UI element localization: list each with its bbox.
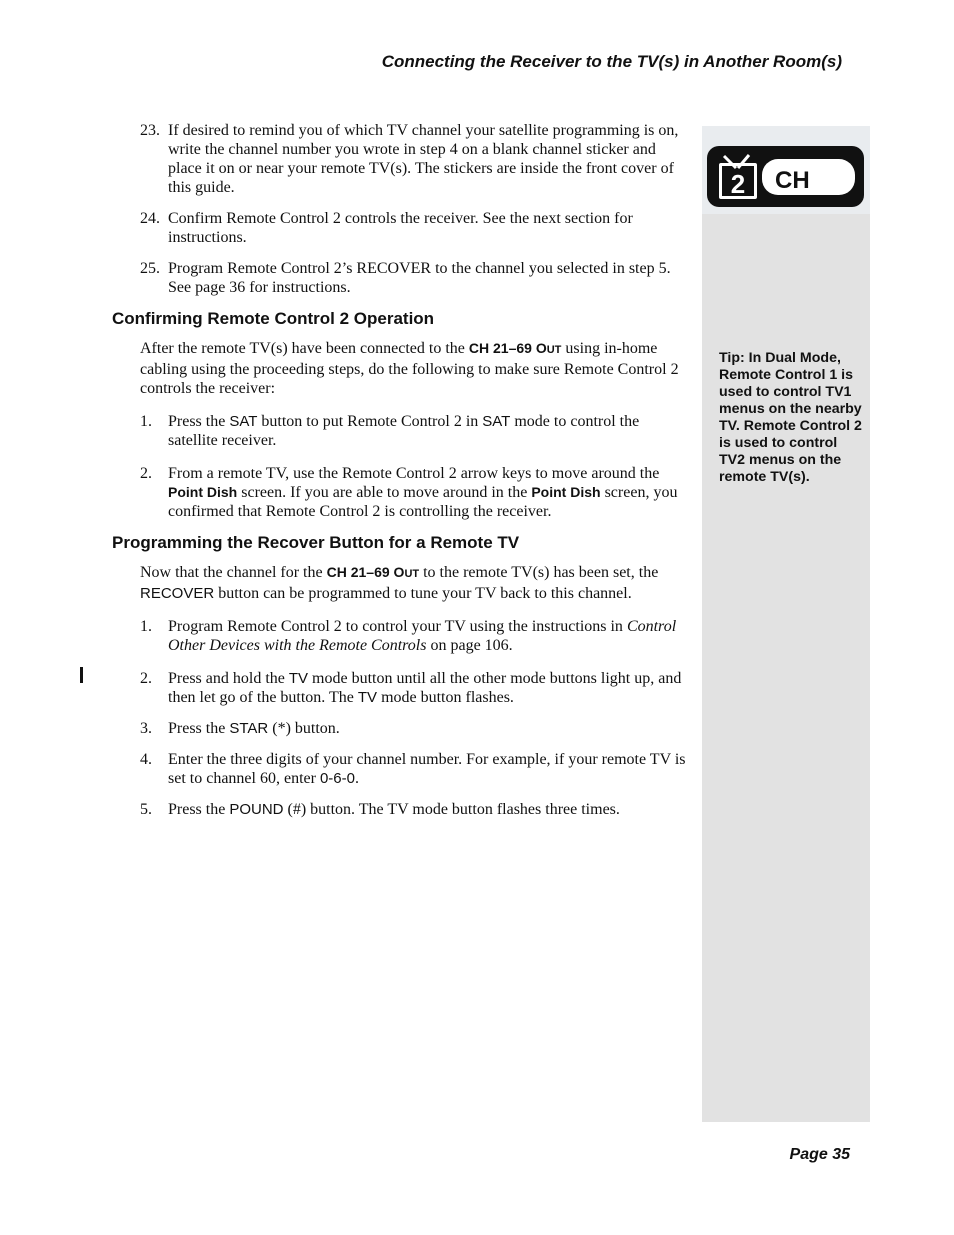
list-item: 2. Press and hold the TV mode button until all the other mode buttons light up, and then let go of the button. The TV mode button flashes.: [140, 670, 682, 706]
ch-label: CH: [775, 167, 810, 194]
sidebar: [702, 126, 870, 1122]
list-item: 1. Program Remote Control 2 to control your TV using the instructions in Control Other Devices with the Remote Controls on page 106.: [140, 618, 677, 654]
list-item: 2. From a remote TV, use the Remote Control 2 arrow keys to move around the Point Dish screen. If you are able to move around in the Point Dish screen, you confirmed that Remote Control 2 is controlling the receiver.: [140, 465, 678, 520]
running-header: Connecting the Receiver to the TV(s) in Another Room(s): [381, 52, 842, 71]
list-item: 3. Press the STAR (*) button.: [140, 720, 340, 737]
tv-digit: 2: [730, 169, 746, 199]
intro-paragraph: After the remote TV(s) have been connected to the CH 21–69 OUT using in-home cabling using the proceeding steps, do the following to make sure Remote Control 2 controls the receiver:: [140, 340, 679, 397]
list-item: 23. If desired to remind you of which TV channel your satellite programming is on, write the channel number you wrote in step 4 on a blank channel sticker and place it on or near your remote TV(s). The stickers are inside the front cover of this guide.: [140, 122, 679, 196]
intro-paragraph: Now that the channel for the CH 21–69 OUT to the remote TV(s) has been set, the RECOVER button can be programmed to tune your TV back to this channel.: [140, 564, 659, 602]
section-heading-recover: Programming the Recover Button for a Remote TV: [112, 533, 520, 552]
list-item: 1. Press the SAT button to put Remote Control 2 in SAT mode to control the satellite receiver.: [140, 413, 640, 449]
list-item: 4. Enter the three digits of your channel number. For example, if your remote TV is set to channel 60, enter 0-6-0.: [140, 751, 686, 787]
tv2-ch-icon: [702, 126, 870, 214]
list-item: 25. Program Remote Control 2’s RECOVER to the channel you selected in step 5. See page 36 for instructions.: [140, 260, 671, 296]
page-number: Page 35: [789, 1146, 850, 1163]
section-heading-confirm: Confirming Remote Control 2 Operation: [112, 309, 435, 328]
list-item: 5. Press the POUND (#) button. The TV mode button flashes three times.: [140, 801, 620, 818]
cross-reference: Control Other Devices with the Remote Controls: [168, 618, 677, 654]
main-content: [112, 121, 687, 819]
list-item: 24. Confirm Remote Control 2 controls the receiver. See the next section for instructions.: [140, 210, 633, 246]
icon-box: [702, 126, 870, 214]
change-bar: [80, 667, 83, 683]
tip-text: Tip: In Dual Mode, Remote Control 1 is used to control TV1 menus on the nearby TV. Remote Control 2 is used to control TV2 menus on the remote TV(s).: [719, 350, 862, 485]
